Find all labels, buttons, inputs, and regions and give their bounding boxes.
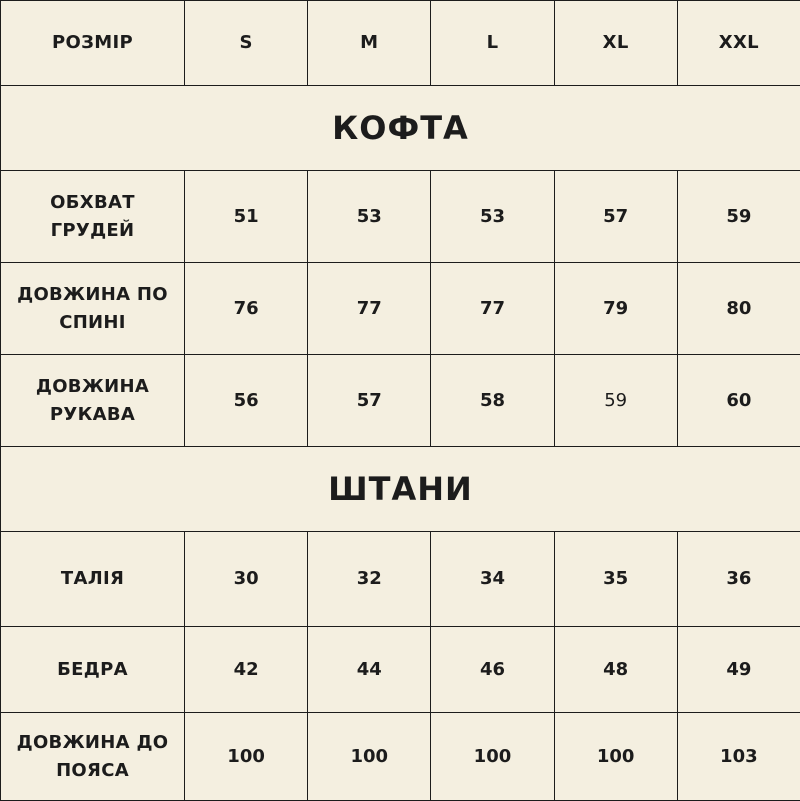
row-label	[1, 171, 185, 263]
measure-cell: 57	[554, 171, 677, 263]
measure-cell: 46	[431, 627, 554, 713]
measure-cell: 48	[554, 627, 677, 713]
table-row	[1, 171, 800, 263]
measure-cell: 58	[431, 355, 554, 447]
row-label-line: СПИНІ	[5, 309, 180, 337]
section-title-jacket: КОФТА	[1, 86, 800, 171]
row-label-line: ГРУДЕЙ	[5, 217, 180, 245]
measure-cell: 51	[185, 171, 308, 263]
measure-cell: 56	[185, 355, 308, 447]
section-row-pants	[1, 447, 800, 532]
measure-cell: 59	[677, 171, 800, 263]
measure-cell: 80	[677, 263, 800, 355]
measure-cell: 100	[308, 713, 431, 801]
measure-cell: 60	[677, 355, 800, 447]
row-label-line: ОБХВАТ	[5, 189, 180, 217]
row-label-line: ТАЛІЯ	[5, 565, 180, 593]
row-label	[1, 713, 185, 801]
size-header-s: S	[185, 1, 308, 86]
measure-cell: 100	[431, 713, 554, 801]
measure-cell: 57	[308, 355, 431, 447]
measure-cell: 49	[677, 627, 800, 713]
measure-cell: 53	[308, 171, 431, 263]
measure-cell: 30	[185, 532, 308, 627]
size-header-xxl: XXL	[677, 1, 800, 86]
row-label	[1, 263, 185, 355]
table-row	[1, 713, 800, 801]
row-label-line: ДОВЖИНА ПО	[5, 281, 180, 309]
measure-cell: 100	[185, 713, 308, 801]
measure-cell: 76	[185, 263, 308, 355]
measure-cell: 36	[677, 532, 800, 627]
measure-cell: 77	[308, 263, 431, 355]
measure-cell: 79	[554, 263, 677, 355]
row-label	[1, 355, 185, 447]
row-label-line: ДОВЖИНА ДО	[5, 729, 180, 757]
measure-cell: 42	[185, 627, 308, 713]
size-header-l: L	[431, 1, 554, 86]
table-row	[1, 355, 800, 447]
measure-cell: 35	[554, 532, 677, 627]
table-row	[1, 627, 800, 713]
section-row-jacket	[1, 86, 800, 171]
size-header-xl: XL	[554, 1, 677, 86]
table-row	[1, 263, 800, 355]
measure-cell: 77	[431, 263, 554, 355]
measure-cell: 34	[431, 532, 554, 627]
size-header-m: M	[308, 1, 431, 86]
measure-cell: 100	[554, 713, 677, 801]
measure-cell: 103	[677, 713, 800, 801]
row-label-line: ДОВЖИНА	[5, 373, 180, 401]
row-label-line: ПОЯСА	[5, 757, 180, 785]
table-row	[1, 532, 800, 627]
size-header-row	[1, 1, 800, 86]
section-title-pants: ШТАНИ	[1, 447, 800, 532]
measure-cell: 32	[308, 532, 431, 627]
row-label-line: БЕДРА	[5, 656, 180, 684]
size-header-label: РОЗМІР	[1, 1, 185, 86]
row-label	[1, 627, 185, 713]
row-label-line: РУКАВА	[5, 401, 180, 429]
measure-cell: 44	[308, 627, 431, 713]
row-label	[1, 532, 185, 627]
measure-cell: 59	[554, 355, 677, 447]
measure-cell: 53	[431, 171, 554, 263]
